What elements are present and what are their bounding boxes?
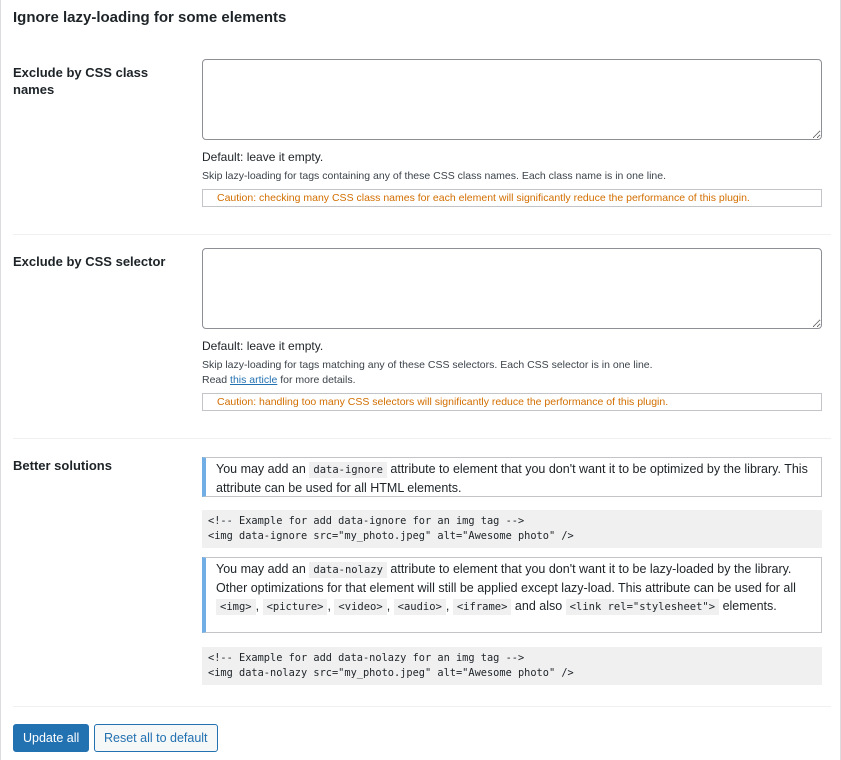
better-solutions-label: Better solutions: [13, 458, 112, 473]
read-suffix: for more details.: [280, 374, 356, 386]
exclude-class-textarea[interactable]: [202, 59, 822, 140]
data-nolazy-notice: You may add an data-nolazy attribute to element that you don't want it to be lazy-loaded by the library. Other optimizations for that element will still be applied except lazy-load. This attribute can be used for all <img> , <picture> , <video> , <audio> , <iframe> and also <link rel="stylesheet"> elements.: [202, 557, 822, 633]
exclude-selector-read-more: [202, 373, 356, 388]
data-ignore-example-code: [202, 510, 822, 548]
code-line: <img data-nolazy src="my_photo.jpeg" alt="Awesome photo" />: [208, 667, 574, 679]
notice-text: elements.: [722, 599, 777, 613]
picture-tag-code: <picture>: [263, 599, 328, 615]
img-tag-code: <img>: [216, 599, 256, 615]
notice-text: and also: [514, 599, 563, 613]
reset-all-button[interactable]: Reset all to default: [94, 724, 218, 752]
data-ignore-notice: [202, 457, 822, 497]
section-title: Ignore lazy-loading for some elements: [13, 9, 287, 26]
divider: [13, 438, 831, 439]
exclude-selector-caution: Caution: handling too many CSS selectors will significantly reduce the performance of this plugin.: [202, 393, 822, 411]
audio-tag-code: <audio>: [394, 599, 446, 615]
exclude-selector-description: Skip lazy-loading for tags matching any of these CSS selectors. Each CSS selector is in one line.: [202, 359, 653, 371]
exclude-class-label: Exclude by CSS class names: [13, 65, 149, 97]
exclude-selector-label: Exclude by CSS selector: [13, 254, 166, 269]
exclude-class-default: Default: leave it empty.: [202, 150, 324, 164]
divider: [13, 706, 831, 707]
read-prefix: Read: [202, 374, 228, 386]
update-all-button[interactable]: Update all: [13, 724, 89, 752]
data-nolazy-example-code: [202, 647, 822, 685]
divider: [13, 234, 831, 235]
code-line: <!-- Example for add data-ignore for an img tag -->: [208, 515, 525, 527]
this-article-link[interactable]: this article: [230, 374, 278, 386]
code-line: <!-- Example for add data-nolazy for an img tag -->: [208, 652, 525, 664]
notice-text: attribute to element that you don't want it to be optimized by the library. This attribute can be used for all HTML elements.: [216, 462, 808, 495]
code-line: <img data-ignore src="my_photo.jpeg" alt="Awesome photo" />: [208, 530, 574, 542]
exclude-class-caution: Caution: checking many CSS class names for each element will significantly reduce the performance of this plugin.: [202, 189, 822, 207]
notice-text: You may add an: [216, 562, 306, 576]
link-tag-code: <link rel="stylesheet">: [566, 599, 719, 615]
exclude-selector-default: Default: leave it empty.: [202, 339, 324, 353]
iframe-tag-code: <iframe>: [453, 599, 512, 615]
exclude-class-description: Skip lazy-loading for tags containing any of these CSS class names. Each class name is in one line.: [202, 170, 666, 182]
video-tag-code: <video>: [334, 599, 386, 615]
notice-text: attribute to element that you don't want it to be lazy-loaded by the library. Other optimizations for that element will still be applied except lazy-load. This attribute can be used for all: [216, 562, 796, 595]
data-nolazy-code: data-nolazy: [309, 562, 387, 578]
exclude-selector-textarea[interactable]: [202, 248, 822, 329]
data-ignore-code: data-ignore: [309, 462, 387, 478]
notice-text: You may add an: [216, 462, 306, 476]
